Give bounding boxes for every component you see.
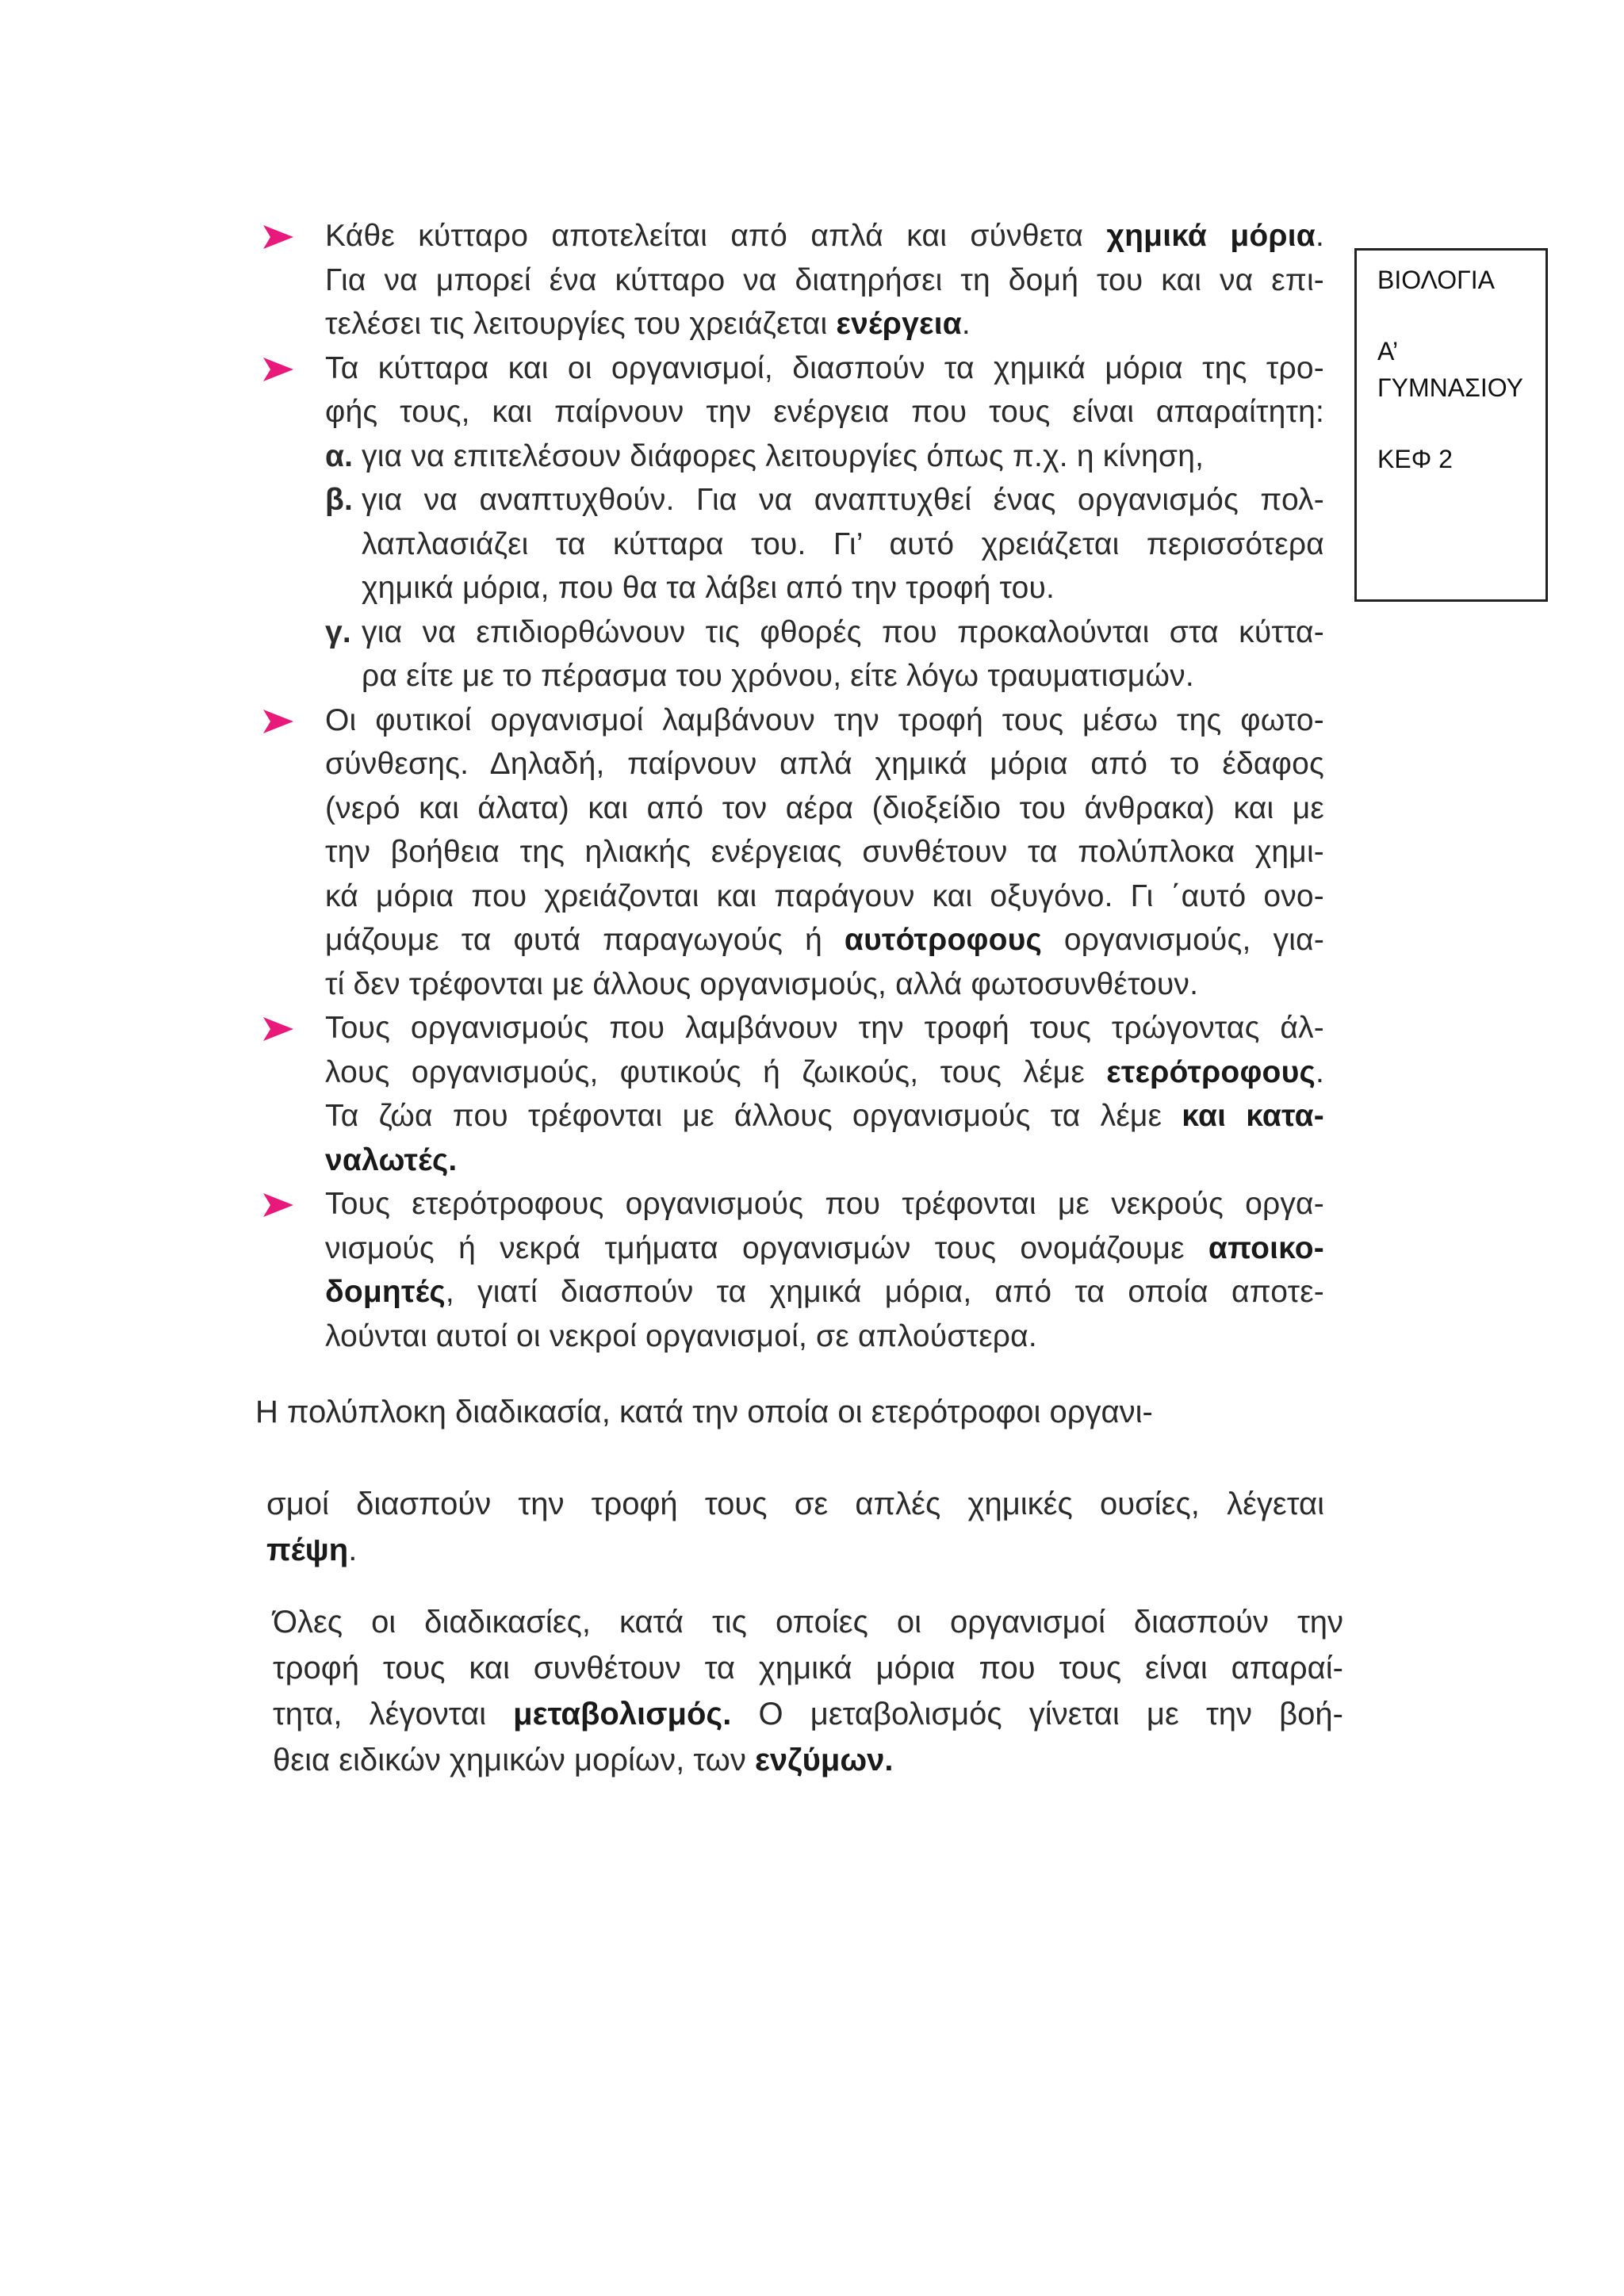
key-term: ετερότροφους [1106, 1054, 1316, 1089]
bullet-item [262, 214, 1324, 346]
key-term: χημικά μόρια [1106, 219, 1316, 253]
text-line: τελέσει τις λειτουργίες του χρειάζεται ενέργεια. [325, 307, 971, 341]
paragraph-line: Η πολύπλοκη διαδικασία, κατά την οποία οι ετερότροφοι οργανι- [255, 1395, 1153, 1429]
text-line: κά μόρια που χρειάζονται και παράγουν και οξυγόνο. Γι ΄αυτό ονο- [325, 878, 1324, 913]
paragraph-line: τροφή τους και συνθέτουν τα χημικά μόρια που τους είναι απαραί- [273, 1651, 1343, 1686]
text-line: για να αναπτυχθούν. Για να αναπτυχθεί ένας οργανισμός πολ- [362, 483, 1324, 517]
text-line: για να επιτελέσουν διάφορες λειτουργίες όπως π.χ. η κίνηση, [362, 438, 1205, 473]
school-label: ΓΥΜΝΑΣΙΟΥ [1377, 373, 1523, 402]
subject-title: ΒΙΟΛΟΓΙΑ [1377, 266, 1495, 294]
text-line: φής τους, και παίρνουν την ενέργεια που τους είναι απαραίτητη: [325, 395, 1324, 429]
text-line: λους οργανισμούς, φυτικούς ή ζωικούς, τους λέμε ετερότροφους. [325, 1054, 1324, 1089]
term-digestion: πέψη [266, 1533, 349, 1567]
bullet-list [262, 214, 1324, 1358]
text-line: χημικά μόρια, που θα τα λάβει από την τροφή του. [362, 571, 1055, 605]
text-line: Για να μπορεί ένα κύτταρο να διατηρήσει τη δομή του και να επι- [325, 262, 1324, 297]
text-line: για να επιδιορθώνουν τις φθορές που προκαλούνται στα κύττα- [362, 614, 1324, 649]
sub-item [325, 434, 1324, 479]
arrow-bullet-icon [263, 710, 293, 733]
paragraph-line: πέψη. [266, 1533, 358, 1567]
key-term: δομητές [325, 1275, 446, 1309]
chapter-label: ΚΕΦ 2 [1377, 445, 1453, 473]
key-term: ναλωτές. [325, 1142, 458, 1177]
text-line: τί δεν τρέφονται με άλλους οργανισμούς, αλλά φωτοσυνθέτουν. [325, 966, 1199, 1001]
bullet-item [262, 698, 1324, 1007]
bullet-item [262, 1006, 1324, 1182]
text-line: Κάθε κύτταρο αποτελείται από απλά και σύνθετα χημικά μόρια. [325, 219, 1324, 253]
key-term: αυτότροφους [844, 923, 1042, 957]
sub-item [325, 610, 1324, 698]
arrow-bullet-icon [263, 358, 293, 381]
key-term: και κατα- [1182, 1099, 1324, 1133]
text-line: Τα ζώα που τρέφονται με άλλους οργανισμούς τα λέμε και κατα- [325, 1099, 1324, 1133]
text-line: Τα κύτταρα και οι οργανισμοί, διασπούν τα χημικά μόρια της τρο- [325, 350, 1324, 385]
arrow-bullet-icon [263, 1193, 293, 1217]
sub-item-label: γ. [325, 614, 351, 649]
digestion-paragraph-start [255, 1389, 1335, 1435]
bullet-item [262, 346, 1324, 698]
text-line [325, 1138, 1324, 1183]
paragraph-line: θεια ειδικών χημικών μορίων, των ενζύμων. [273, 1743, 894, 1777]
text-line: Τους οργανισμούς που λαμβάνουν την τροφή τους τρώγοντας άλ- [325, 1011, 1324, 1045]
text-line: Τους ετερότροφους οργανισμούς που τρέφονται με νεκρούς οργα- [325, 1187, 1324, 1221]
sub-item-label: α. [325, 438, 354, 473]
sub-item-label: β. [325, 483, 354, 517]
arrow-bullet-icon [263, 1017, 293, 1041]
paragraph-line: σμοί διασπούν την τροφή τους σε απλές χημικές ουσίες, λέγεται [266, 1487, 1324, 1521]
bullet-item [262, 1182, 1324, 1358]
digestion-paragraph-end [266, 1481, 1324, 1573]
text-line: νισμούς ή νεκρά τμήματα οργανισμών τους ονομάζουμε αποικο- [325, 1230, 1324, 1265]
paragraph-line: Όλες οι διαδικασίες, κατά τις οποίες οι οργανισμοί διασπούν την [273, 1605, 1343, 1640]
sub-item [325, 478, 1324, 610]
subject-label-box [1354, 248, 1548, 602]
text-line: ρα είτε με το πέρασμα του χρόνου, είτε λόγω τραυματισμών. [362, 659, 1194, 693]
text-line: (νερό και άλατα) και από τον αέρα (διοξείδιο του άνθρακα) και με [325, 790, 1324, 825]
text-line: Οι φυτικοί οργανισμοί λαμβάνουν την τροφή τους μέσω της φωτο- [325, 702, 1324, 737]
key-term: αποικο- [1208, 1230, 1324, 1265]
metabolism-paragraph [273, 1599, 1343, 1783]
text-line: δομητές, γιατί διασπούν τα χημικά μόρια, από τα οποία αποτε- [325, 1275, 1324, 1309]
grade-label: Α’ [1377, 337, 1399, 365]
term-enzymes: ενζύμων. [754, 1743, 894, 1777]
arrow-bullet-icon [263, 225, 293, 249]
text-line: την βοήθεια της ηλιακής ενέργειας συνθέτουν τα πολύπλοκα χημι- [325, 835, 1324, 869]
text-line: μάζουμε τα φυτά παραγωγούς ή αυτότροφους οργανισμούς, για- [325, 923, 1325, 957]
text-line: λούνται αυτοί οι νεκροί οργανισμοί, σε απλούστερα. [325, 1318, 1037, 1353]
text-line: λαπλασιάζει τα κύτταρα του. Γι’ αυτό χρειάζεται περισσότερα [362, 526, 1324, 561]
key-term: ενέργεια [836, 307, 962, 341]
term-metabolism: μεταβολισμός. [513, 1697, 732, 1732]
text-line: σύνθεσης. Δηλαδή, παίρνουν απλά χημικά μόρια από το έδαφος [325, 747, 1324, 781]
paragraph-line: τητα, λέγονται μεταβολισμός. Ο μεταβολισμός γίνεται με την βοή- [273, 1697, 1343, 1732]
